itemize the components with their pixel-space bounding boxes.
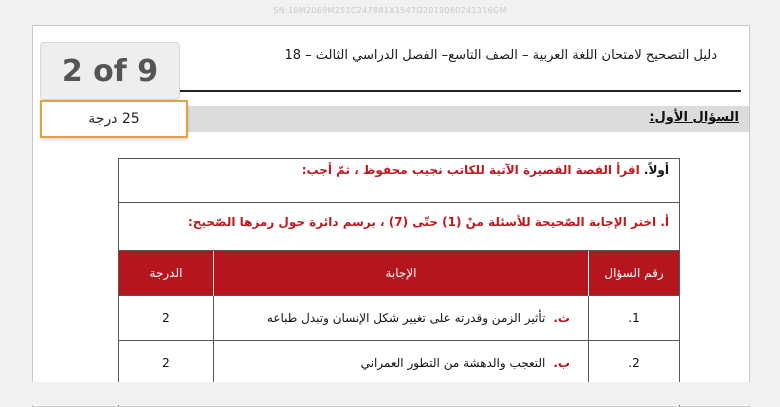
header-grade: الدرجة [119, 251, 214, 296]
question-heading: السؤال الأول: [649, 110, 739, 125]
grade-tab[interactable]: 25 درجة [40, 100, 188, 138]
answer-option: ب. [553, 356, 570, 370]
answer-option: ث. [553, 311, 570, 325]
sub-instruction: أ. اختر الإجابة الصّحيحة للأسئلة منْ (1) حتّى (7) ، برسم دائرة حول رمزها الصّحيح: [119, 203, 679, 251]
answer-table [119, 251, 679, 385]
header-answer: الإجابة [214, 251, 589, 296]
document-title: دليل التصحيح لامتحان اللغة العربية – الصف التاسع– الفصل الدراسي الثالث – 18 [284, 48, 717, 63]
page-count: 2 of 9 [40, 42, 180, 100]
table-header-row [119, 251, 679, 296]
instruction-lead: أولاً. [643, 163, 669, 177]
table-row [119, 296, 679, 341]
answer-cell [214, 341, 589, 386]
page-indicator [40, 42, 180, 138]
table-row [119, 341, 679, 386]
instruction-text: اقرأ القصة القصيرة الآتية للكاتب نجيب محفوظ ، ثمّ أجب: [301, 163, 644, 177]
grade-cell: 2 [119, 341, 214, 386]
instruction-line [119, 159, 679, 203]
answer-cell [214, 296, 589, 341]
answer-text: تأثير الزمن وقدرته على تغيير شكل الإنسان وتبدل طباعه [266, 311, 546, 325]
question-number: 1. [589, 296, 680, 341]
header-question-number: رقم السؤال [589, 251, 680, 296]
serial-watermark-top: SN:10M2069M251C247881X1547D2019060241316GM [273, 6, 507, 15]
answer-text: التعجب والدهشة من التطور العمراني [360, 356, 546, 370]
grade-cell: 2 [119, 296, 214, 341]
bottom-strip [0, 382, 780, 405]
question-content [118, 158, 680, 406]
question-number: 2. [589, 341, 680, 386]
